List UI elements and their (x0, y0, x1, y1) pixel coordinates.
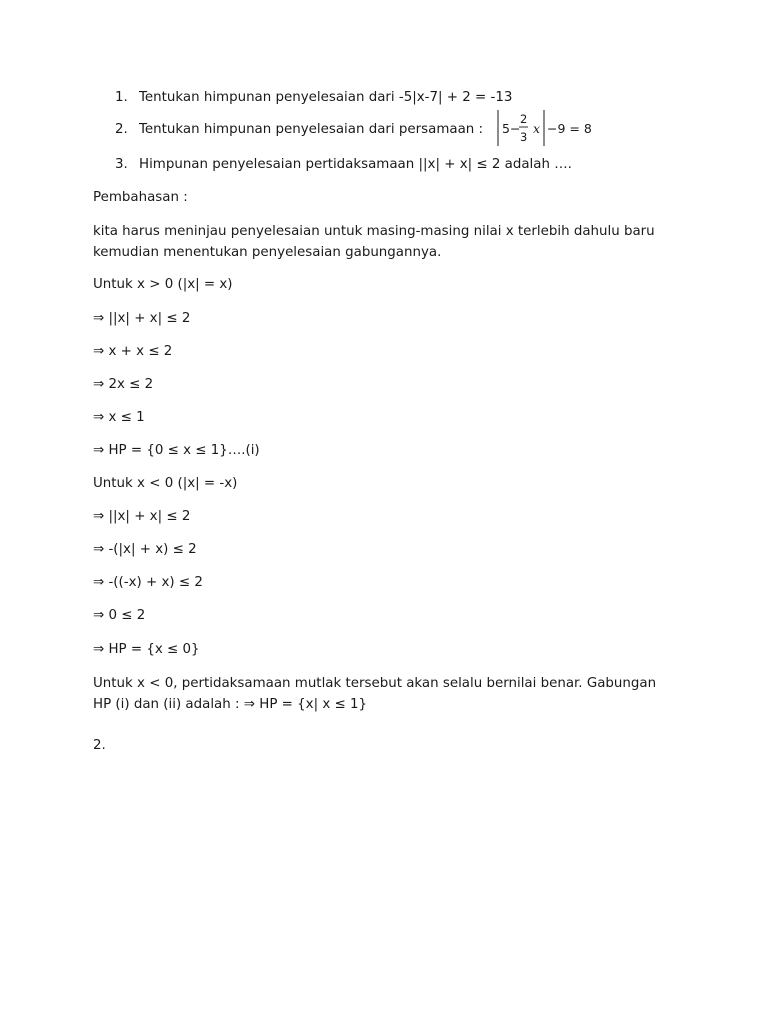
question-number: 3. (115, 157, 128, 172)
case1-title: Untuk x > 0 (|x| = x) (93, 277, 233, 292)
formula-minus: − (510, 121, 521, 136)
case2-step: ⇒ 0 ≤ 2 (93, 608, 146, 623)
question-number: 1. (115, 90, 128, 105)
case1-step: ⇒ 2x ≤ 2 (93, 377, 154, 392)
formula-variable: x (533, 121, 541, 136)
case1-result: ⇒ HP = {0 ≤ x ≤ 1}….(i) (93, 443, 260, 458)
fraction-numerator: 2 (520, 112, 528, 126)
conclusion-paragraph: Untuk x < 0, pertidaksamaan mutlak tersebut akan selalu bernilai benar. Gabungan HP (i) dan (ii) adalah : ⇒ HP = {x| x ≤ 1} (93, 676, 657, 712)
case2-step: ⇒ -((-x) + x) ≤ 2 (93, 575, 203, 590)
next-section-number: 2. (93, 738, 106, 753)
case1-step: ⇒ ||x| + x| ≤ 2 (93, 311, 191, 326)
question-text: Himpunan penyelesaian pertidaksamaan ||x| + x| ≤ 2 adalah …. (139, 157, 572, 172)
case1-step: ⇒ x + x ≤ 2 (93, 344, 173, 359)
absolute-value-equation (493, 106, 603, 150)
section-heading: Pembahasan : (93, 190, 188, 205)
case1-step: ⇒ x ≤ 1 (93, 410, 145, 425)
formula-constant: 5 (502, 121, 510, 136)
fraction-denominator: 3 (520, 130, 528, 144)
question-text: Tentukan himpunan penyelesaian dari persamaan : (139, 122, 484, 137)
question-number: 2. (115, 122, 128, 137)
case2-title: Untuk x < 0 (|x| = -x) (93, 476, 238, 491)
case2-step: ⇒ ||x| + x| ≤ 2 (93, 509, 191, 524)
case2-step: ⇒ -(|x| + x) ≤ 2 (93, 542, 197, 557)
formula-rest: −9 = 8 (547, 121, 592, 136)
intro-paragraph: kita harus meninjau penyelesaian untuk masing-masing nilai x terlebih dahulu baru kemudian menentukan penyelesaian gabungannya. (93, 224, 655, 260)
case2-result: ⇒ HP = {x ≤ 0} (93, 642, 200, 657)
question-text: Tentukan himpunan penyelesaian dari -5|x-7| + 2 = -13 (139, 90, 513, 105)
